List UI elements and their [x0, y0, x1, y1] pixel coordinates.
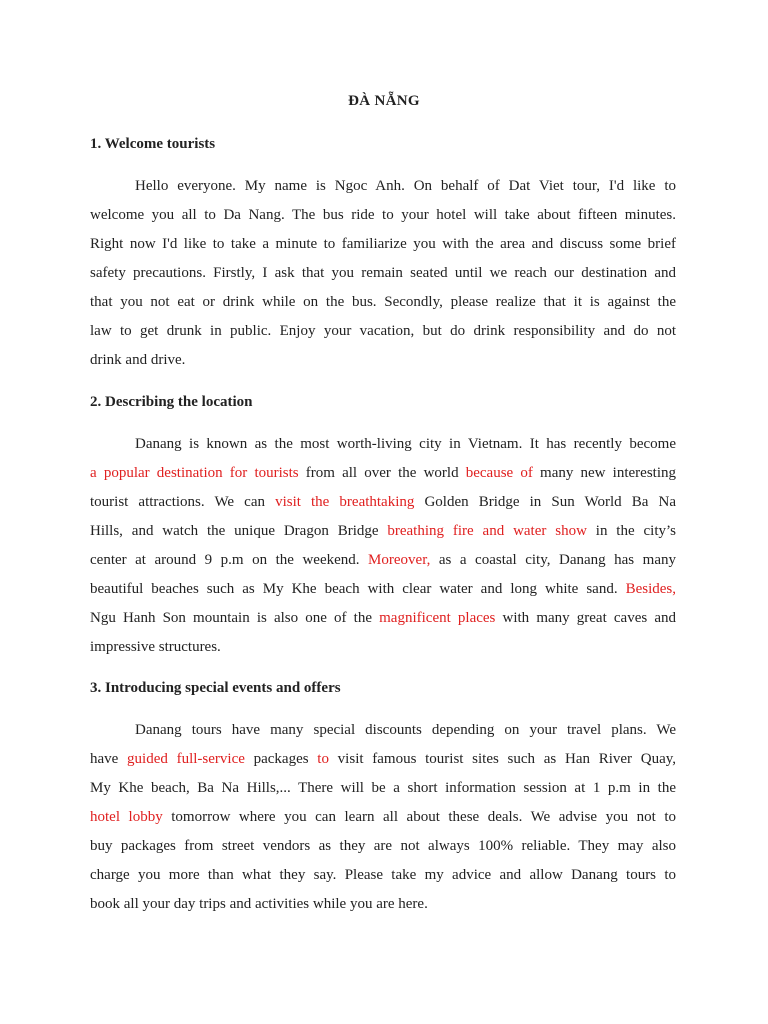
text-segment: drink and drive. — [90, 352, 186, 368]
text-segment: charge you more than what they say. Please take my advice and allow Danang tours to — [90, 867, 676, 883]
text-segment: from all over the world — [298, 465, 466, 481]
highlighted-phrase: Moreover, — [368, 552, 431, 568]
section-heading-welcome: 1. Welcome tourists — [90, 136, 216, 152]
section-paragraph-location — [90, 430, 676, 662]
paragraph-line — [90, 288, 676, 317]
text-segment: visit famous tourist sites such as Han River Quay, — [328, 751, 676, 767]
paragraph-line — [90, 317, 676, 346]
text-segment: Ngu Hanh Son mountain is also one of the — [90, 610, 380, 626]
text-segment: many new interesting — [532, 465, 677, 481]
highlighted-phrase: magnificent places — [379, 610, 496, 626]
highlighted-phrase: to — [317, 751, 329, 767]
paragraph-line — [90, 774, 676, 803]
paragraph-line — [90, 890, 676, 919]
section-paragraph-welcome — [90, 172, 676, 375]
text-segment: Danang tours have many special discounts depending on your travel plans. We — [135, 722, 676, 738]
text-segment: with many great caves and — [495, 610, 676, 626]
highlighted-phrase: visit the breathtaking — [275, 494, 415, 510]
paragraph-line — [90, 488, 676, 517]
text-segment: as a coastal city, Danang has many — [430, 552, 676, 568]
paragraph-line — [90, 172, 676, 201]
text-segment: tomorrow where you can learn all about these deals. We advise you not to — [162, 809, 676, 825]
paragraph-line — [90, 201, 676, 230]
text-segment: welcome you all to Da Nang. The bus ride to your hotel will take about fifteen minutes. — [90, 207, 676, 223]
text-segment: in the city’s — [586, 523, 676, 539]
text-segment: Hello everyone. My name is Ngoc Anh. On behalf of Dat Viet tour, I'd like to — [135, 178, 676, 194]
text-segment: packages — [244, 751, 318, 767]
paragraph-line — [90, 346, 676, 375]
text-segment: that you not eat or drink while on the bus. Secondly, please realize that it is against the — [90, 294, 676, 310]
highlighted-phrase: a popular destination for tourists — [90, 465, 299, 481]
paragraph-line — [90, 803, 676, 832]
paragraph-line — [90, 230, 676, 259]
page-title: ĐÀ NẴNG — [348, 93, 420, 109]
paragraph-line — [90, 430, 676, 459]
text-segment: My Khe beach, Ba Na Hills,... There will be a short information session at 1 p.m in the — [90, 780, 676, 796]
paragraph-line — [90, 604, 676, 633]
text-segment: Golden Bridge in Sun World Ba Na — [414, 494, 676, 510]
text-segment: center at around 9 p.m on the weekend. — [90, 552, 369, 568]
paragraph-line — [90, 745, 676, 774]
highlighted-phrase: guided full-service — [127, 751, 245, 767]
text-segment: beautiful beaches such as My Khe beach with clear water and long white sand. — [90, 581, 626, 597]
paragraph-line — [90, 259, 676, 288]
text-segment: tourist attractions. We can — [90, 494, 276, 510]
paragraph-line — [90, 575, 676, 604]
paragraph-line — [90, 861, 676, 890]
text-segment: have — [90, 751, 128, 767]
text-segment: book all your day trips and activities while you are here. — [90, 896, 428, 912]
text-segment: Right now I'd like to take a minute to familiarize you with the area and discuss some brief — [90, 236, 676, 252]
paragraph-line — [90, 633, 676, 662]
text-segment: law to get drunk in public. Enjoy your vacation, but do drink responsibility and do not — [90, 323, 676, 339]
text-segment: impressive structures. — [90, 639, 221, 655]
section-heading-location: 2. Describing the location — [90, 394, 253, 410]
paragraph-line — [90, 459, 676, 488]
highlighted-phrase: hotel lobby — [90, 809, 163, 825]
highlighted-phrase: breathing fire and water show — [387, 523, 587, 539]
text-segment: Danang is known as the most worth-living city in Vietnam. It has recently become — [135, 436, 676, 452]
section-heading-offers: 3. Introducing special events and offers — [90, 680, 341, 696]
paragraph-line — [90, 832, 676, 861]
section-paragraph-offers — [90, 716, 676, 919]
paragraph-line — [90, 716, 676, 745]
text-segment: safety precautions. Firstly, I ask that you remain seated until we reach our destination and — [90, 265, 676, 281]
text-segment: Hills, and watch the unique Dragon Bridge — [90, 523, 388, 539]
highlighted-phrase: Besides, — [625, 581, 676, 597]
paragraph-line — [90, 517, 676, 546]
highlighted-phrase: because of — [465, 465, 533, 481]
text-segment: buy packages from street vendors as they are not always 100% reliable. They may also — [90, 838, 676, 854]
paragraph-line — [90, 546, 676, 575]
